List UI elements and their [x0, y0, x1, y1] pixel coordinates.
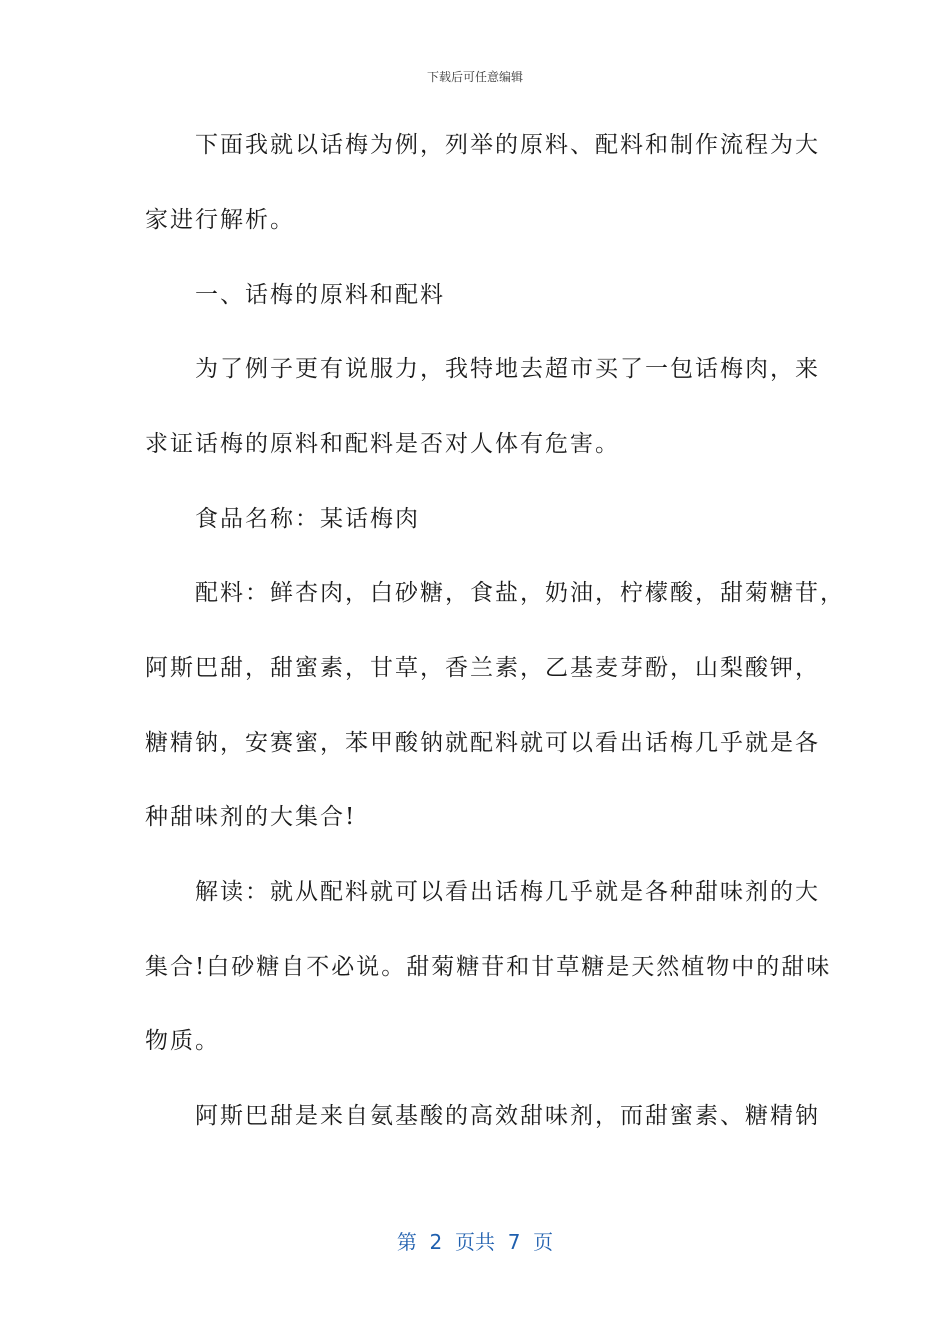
- paragraph-line: 阿斯巴甜是来自氨基酸的高效甜味剂，而甜蜜素、糖精钠: [145, 1103, 820, 1129]
- paragraph-line: 物质。: [145, 1028, 220, 1054]
- paragraph-line: 糖精钠，安赛蜜，苯甲酸钠就配料就可以看出话梅几乎就是各: [145, 730, 820, 756]
- page-number-footer: 第 2 页共 7 页: [396, 1230, 554, 1254]
- paragraph-line: 解读：就从配料就可以看出话梅几乎就是各种甜味剂的大: [145, 879, 820, 905]
- paragraph-line: 家进行解析。: [145, 207, 295, 233]
- paragraph-line: 求证话梅的原料和配料是否对人体有危害。: [145, 431, 620, 457]
- paragraph-line: 为了例子更有说服力，我特地去超市买了一包话梅肉，来: [145, 356, 820, 382]
- paragraph-line: 集合!白砂糖自不必说。甜菊糖苷和甘草糖是天然植物中的甜味: [145, 954, 832, 980]
- section-heading: 一、话梅的原料和配料: [145, 282, 445, 308]
- paragraph-line: 下面我就以话梅为例，列举的原料、配料和制作流程为大: [145, 132, 820, 158]
- paragraph-line: 食品名称：某话梅肉: [145, 506, 420, 532]
- paragraph-line: 阿斯巴甜，甜蜜素，甘草，香兰素，乙基麦芽酚，山梨酸钾，: [145, 655, 820, 681]
- page-header-note: 下载后可任意编辑: [426, 70, 523, 84]
- paragraph-line: 配料：鲜杏肉，白砂糖，食盐，奶油，柠檬酸，甜菊糖苷，: [145, 580, 845, 606]
- paragraph-line: 种甜味剂的大集合!: [145, 804, 357, 830]
